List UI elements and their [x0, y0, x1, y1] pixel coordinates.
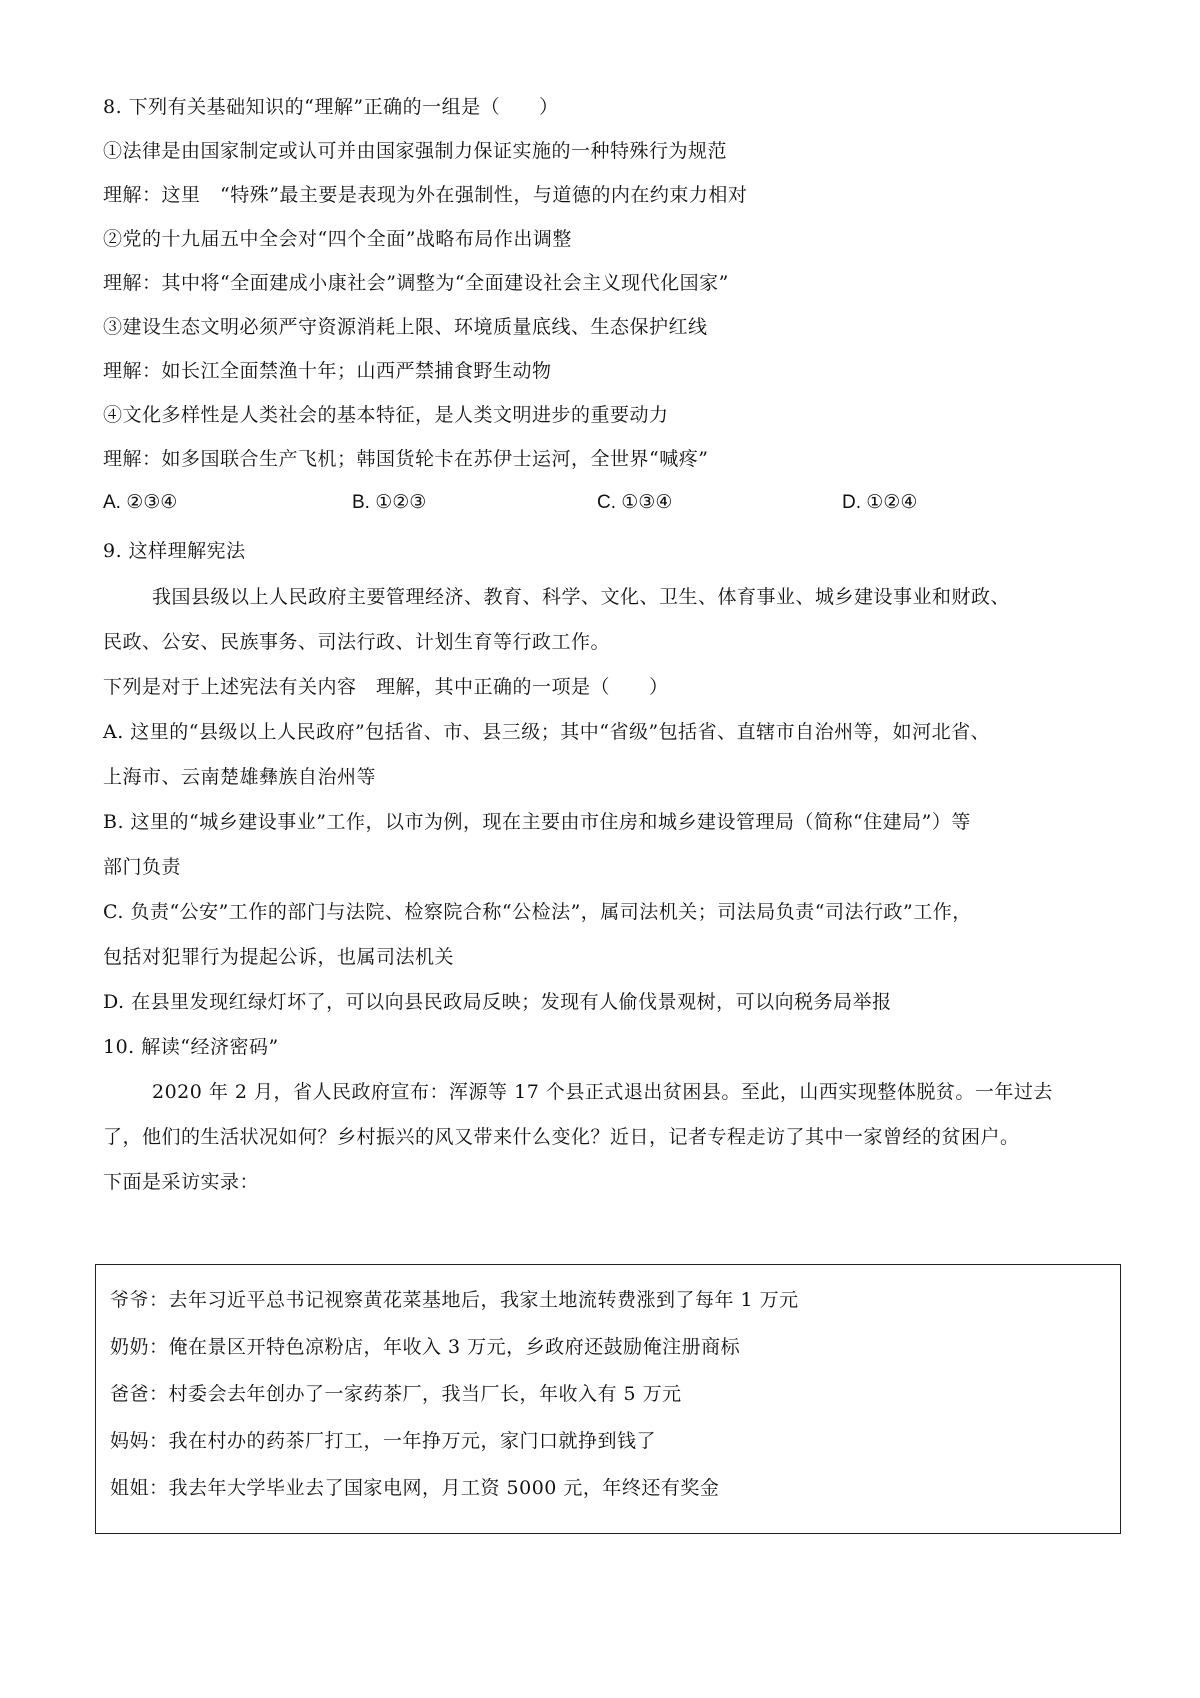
q9-option-d: D. 在县里发现红绿灯坏了，可以向县民政局反映；发现有人偷伐景观树，可以向税务局举报 — [103, 991, 892, 1013]
interview-grandma: 奶奶：俺在景区开特色凉粉店，年收入 3 万元，乡政府还鼓励俺注册商标 — [110, 1336, 741, 1358]
q9-option-c-line-1: C. 负责“公安”工作的部门与法院、检察院合称“公检法”，属司法机关；司法局负责“司法行政”工作， — [103, 901, 972, 923]
q9-question: 下列是对于上述宪法有关内容 理解，其中正确的一项是（ ） — [103, 676, 669, 698]
q8-option-d: D. ①②④ — [842, 492, 918, 513]
q8-item-4-understanding: 理解：如多国联合生产飞机；韩国货轮卡在苏伊士运河，全世界“喊疼” — [103, 448, 709, 470]
q8-item-1: ①法律是由国家制定或认可并由国家强制力保证实施的一种特殊行为规范 — [103, 140, 728, 162]
q8-option-c: C. ①③④ — [597, 492, 673, 513]
q8-item-1-understanding: 理解：这里 “特殊”最主要是表现为外在强制性，与道德的内在约束力相对 — [103, 184, 748, 206]
q10-stem: 10. 解读“经济密码” — [103, 1036, 279, 1058]
q8-option-a: A. ②③④ — [103, 492, 178, 513]
interview-box — [95, 1264, 1121, 1534]
interview-mother: 妈妈：我在村办的药茶厂打工，一年挣万元，家门口就挣到钱了 — [110, 1430, 657, 1452]
q8-stem: 8. 下列有关基础知识的“理解”正确的一组是（ ） — [103, 96, 559, 118]
q10-passage-line-2: 了，他们的生活状况如何？乡村振兴的风又带来什么变化？近日，记者专程走访了其中一家曾经的贫困户。 — [103, 1126, 1020, 1148]
q8-item-4: ④文化多样性是人类社会的基本特征，是人类文明进步的重要动力 — [103, 404, 669, 426]
q9-option-b-line-2: 部门负责 — [103, 856, 182, 878]
q9-passage-line-1: 我国县级以上人民政府主要管理经济、教育、科学、文化、卫生、体育事业、城乡建设事业和财政、 — [152, 586, 1011, 608]
q9-option-a-line-2: 上海市、云南楚雄彝族自治州等 — [103, 766, 377, 788]
q9-stem: 9. 这样理解宪法 — [103, 540, 246, 562]
q8-option-b: B. ①②③ — [352, 492, 427, 513]
interview-father: 爸爸：村委会去年创办了一家药茶厂，我当厂长，年收入有 5 万元 — [110, 1383, 682, 1405]
q8-item-2-understanding: 理解：其中将“全面建成小康社会”调整为“全面建设社会主义现代化国家” — [103, 272, 729, 294]
q8-item-3: ③建设生态文明必须严守资源消耗上限、环境质量底线、生态保护红线 — [103, 316, 708, 338]
q8-item-2: ②党的十九届五中全会对“四个全面”战略布局作出调整 — [103, 228, 572, 250]
q9-option-c-line-2: 包括对犯罪行为提起公诉，也属司法机关 — [103, 946, 455, 968]
q9-option-b-line-1: B. 这里的“城乡建设事业”工作，以市为例，现在主要由市住房和城乡建设管理局（简称“住建局”）等 — [103, 811, 971, 833]
interview-sister: 姐姐：我去年大学毕业去了国家电网，月工资 5000 元，年终还有奖金 — [110, 1477, 720, 1499]
q10-passage-line-1: 2020 年 2 月，省人民政府宣布：浑源等 17 个县正式退出贫困县。至此，山西实现整体脱贫。一年过去 — [152, 1081, 1053, 1103]
q9-option-a-line-1: A. 这里的“县级以上人民政府”包括省、市、县三级；其中“省级”包括省、直辖市自治州等，如河北省、 — [103, 721, 991, 743]
q8-item-3-understanding: 理解：如长江全面禁渔十年；山西严禁捕食野生动物 — [103, 360, 552, 382]
q9-passage-line-2: 民政、公安、民族事务、司法行政、计划生育等行政工作。 — [103, 631, 611, 653]
interview-grandpa: 爷爷：去年习近平总书记视察黄花菜基地后，我家土地流转费涨到了每年 1 万元 — [110, 1289, 799, 1311]
q10-passage-line-3: 下面是采访实录： — [103, 1171, 260, 1193]
